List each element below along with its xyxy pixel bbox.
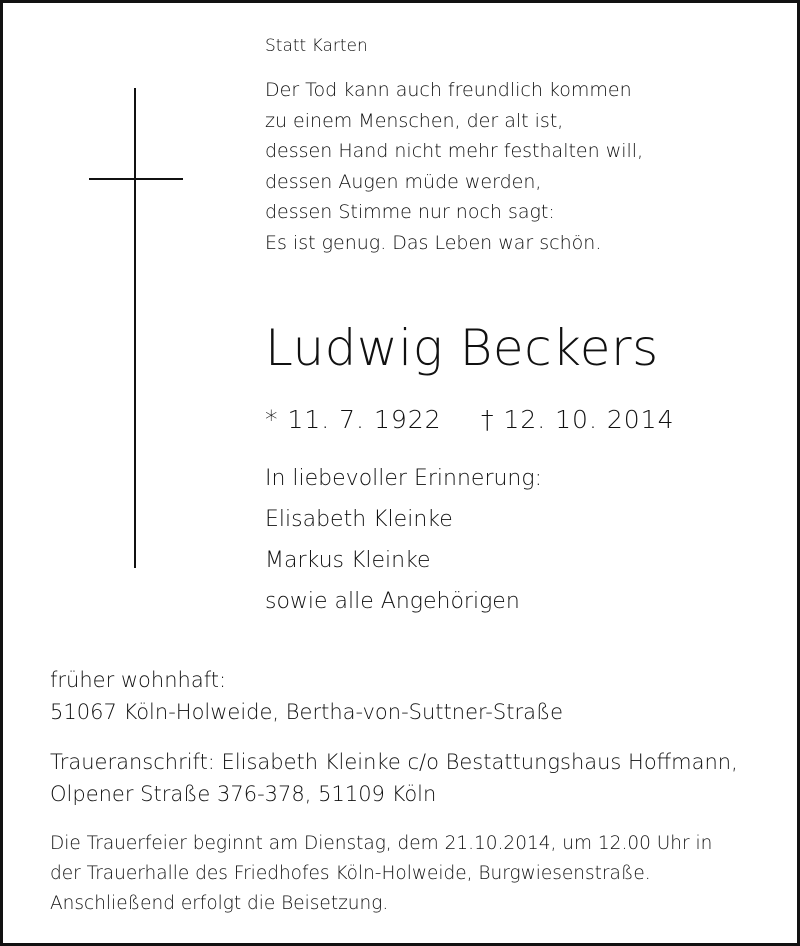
residence-block [50, 664, 563, 728]
poem-line: Es ist genug. Das Leben war schön. [265, 231, 602, 254]
poem-line: dessen Stimme nur noch sagt: [265, 201, 555, 223]
mourners-intro: In liebevoller Erinnerung: [265, 466, 542, 491]
poem-line: zu einem Menschen, der alt ist, [265, 109, 564, 132]
statt-karten-label: Statt Karten [265, 36, 368, 56]
cross-icon-crossbar [89, 178, 183, 180]
deceased-name: Ludwig Beckers [265, 319, 659, 377]
cross-icon [134, 88, 136, 568]
poem [265, 75, 643, 258]
residence-label: früher wohnhaft: [50, 668, 227, 692]
death-date: † 12. 10. 2014 [481, 405, 675, 434]
mourner-name: Elisabeth Kleinke [265, 507, 453, 532]
poem-line: dessen Augen müde werden, [265, 170, 542, 193]
mourning-address-block [50, 746, 738, 810]
birth-date: * 11. 7. 1922 [265, 405, 442, 434]
mourners-block [265, 458, 542, 622]
service-line: Die Trauerfeier beginnt am Dienstag, dem 21.10.2014, um 12.00 Uhr in [50, 833, 713, 854]
mourner-name: Markus Kleinke [265, 548, 431, 573]
poem-line: dessen Hand nicht mehr festhalten will, [265, 140, 644, 162]
mourning-address-line: Olpener Straße 376-378, 51109 Köln [50, 782, 437, 806]
service-line: Anschließend erfolgt die Beisetzung. [50, 893, 389, 914]
service-line: der Trauerhalle des Friedhofes Köln-Holweide, Burgwiesenstraße. [50, 863, 651, 884]
mourner-name: sowie alle Angehörigen [265, 589, 520, 614]
service-info [50, 829, 712, 919]
mourning-address-line: Traueranschrift: Elisabeth Kleinke c/o Bestattungshaus Hoffmann, [50, 750, 738, 774]
poem-line: Der Tod kann auch freundlich kommen [265, 79, 632, 101]
residence-address: 51067 Köln-Holweide, Bertha-von-Suttner-Straße [50, 700, 564, 724]
